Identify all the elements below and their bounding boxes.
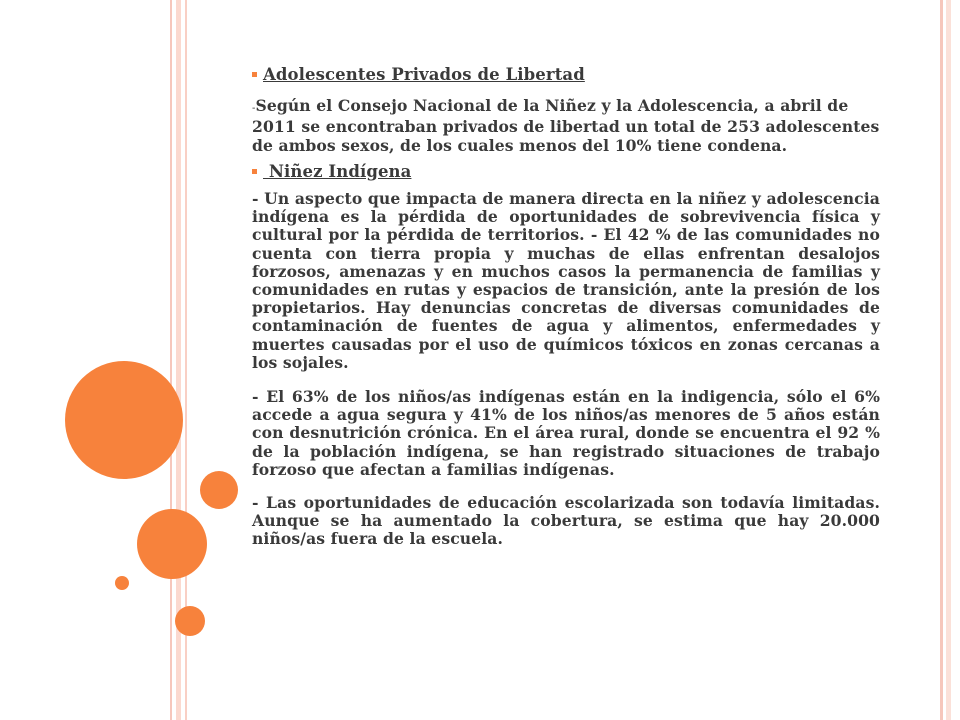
section-paragraph xyxy=(252,97,880,155)
decorative-circle-large xyxy=(65,361,183,479)
section-heading-text: Adolescentes Privados de Libertad xyxy=(263,65,585,84)
slide-content xyxy=(252,66,880,549)
decorative-circle-small xyxy=(175,606,205,636)
bullet-icon xyxy=(252,169,257,174)
section-heading-adolescentes xyxy=(252,66,880,84)
bullet-icon xyxy=(252,72,257,77)
section-heading-ninez-indigena xyxy=(252,163,880,181)
decorative-circle-tiny xyxy=(115,576,129,590)
right-decorative-stripe xyxy=(940,0,943,720)
section-paragraph: - El 63% de los niños/as indígenas están en la indigencia, sólo el 6% accede a agua segura y 41% de los niños/as menores de 5 años están con desnutrición crónica. En el área rural, donde se encuentra el 92 % de la población indígena, se han registrado situaciones de trabajo forzoso que afectan a familias indígenas. xyxy=(252,387,880,479)
paragraph-text: Según el Consejo Nacional de la Niñez y la Adolescencia, a abril de 2011 se encontraban privados de libertad un total de 253 adolescentes de ambos sexos, de los cuales menos del 10% tiene condena. xyxy=(252,96,880,155)
decorative-circle-small xyxy=(200,471,238,509)
left-decorative-stripe xyxy=(170,0,172,720)
dash-marker: - xyxy=(252,103,256,115)
section-paragraph: - Un aspecto que impacta de manera directa en la niñez y adolescencia indígena es la pérdida de oportunidades de sobrevivencia física y cultural por la pérdida de territorios. - El 42 % de las comunidades no cuenta con tierra propia y muchas de ellas enfrentan desalojos forzosos, amenazas y en muchos casos la permanencia de familias y comunidades en rutas y espacios de transición, ante la presión de los propietarios. Hay denuncias concretas de diversas comunidades de contaminación de fuentes de agua y alimentos, enfermedades y muertes causadas por el uso de químicos tóxicos en zonas cercanas a los sojales. xyxy=(252,189,880,372)
section-heading-text: Niñez Indígena xyxy=(263,161,412,181)
section-paragraph: - Las oportunidades de educación escolarizada son todavía limitadas. Aunque se ha aumentado la cobertura, se estima que hay 20.000 niños/as fuera de la escuela. xyxy=(252,493,880,549)
decorative-circle-medium xyxy=(137,509,207,579)
right-decorative-stripe xyxy=(946,0,951,720)
